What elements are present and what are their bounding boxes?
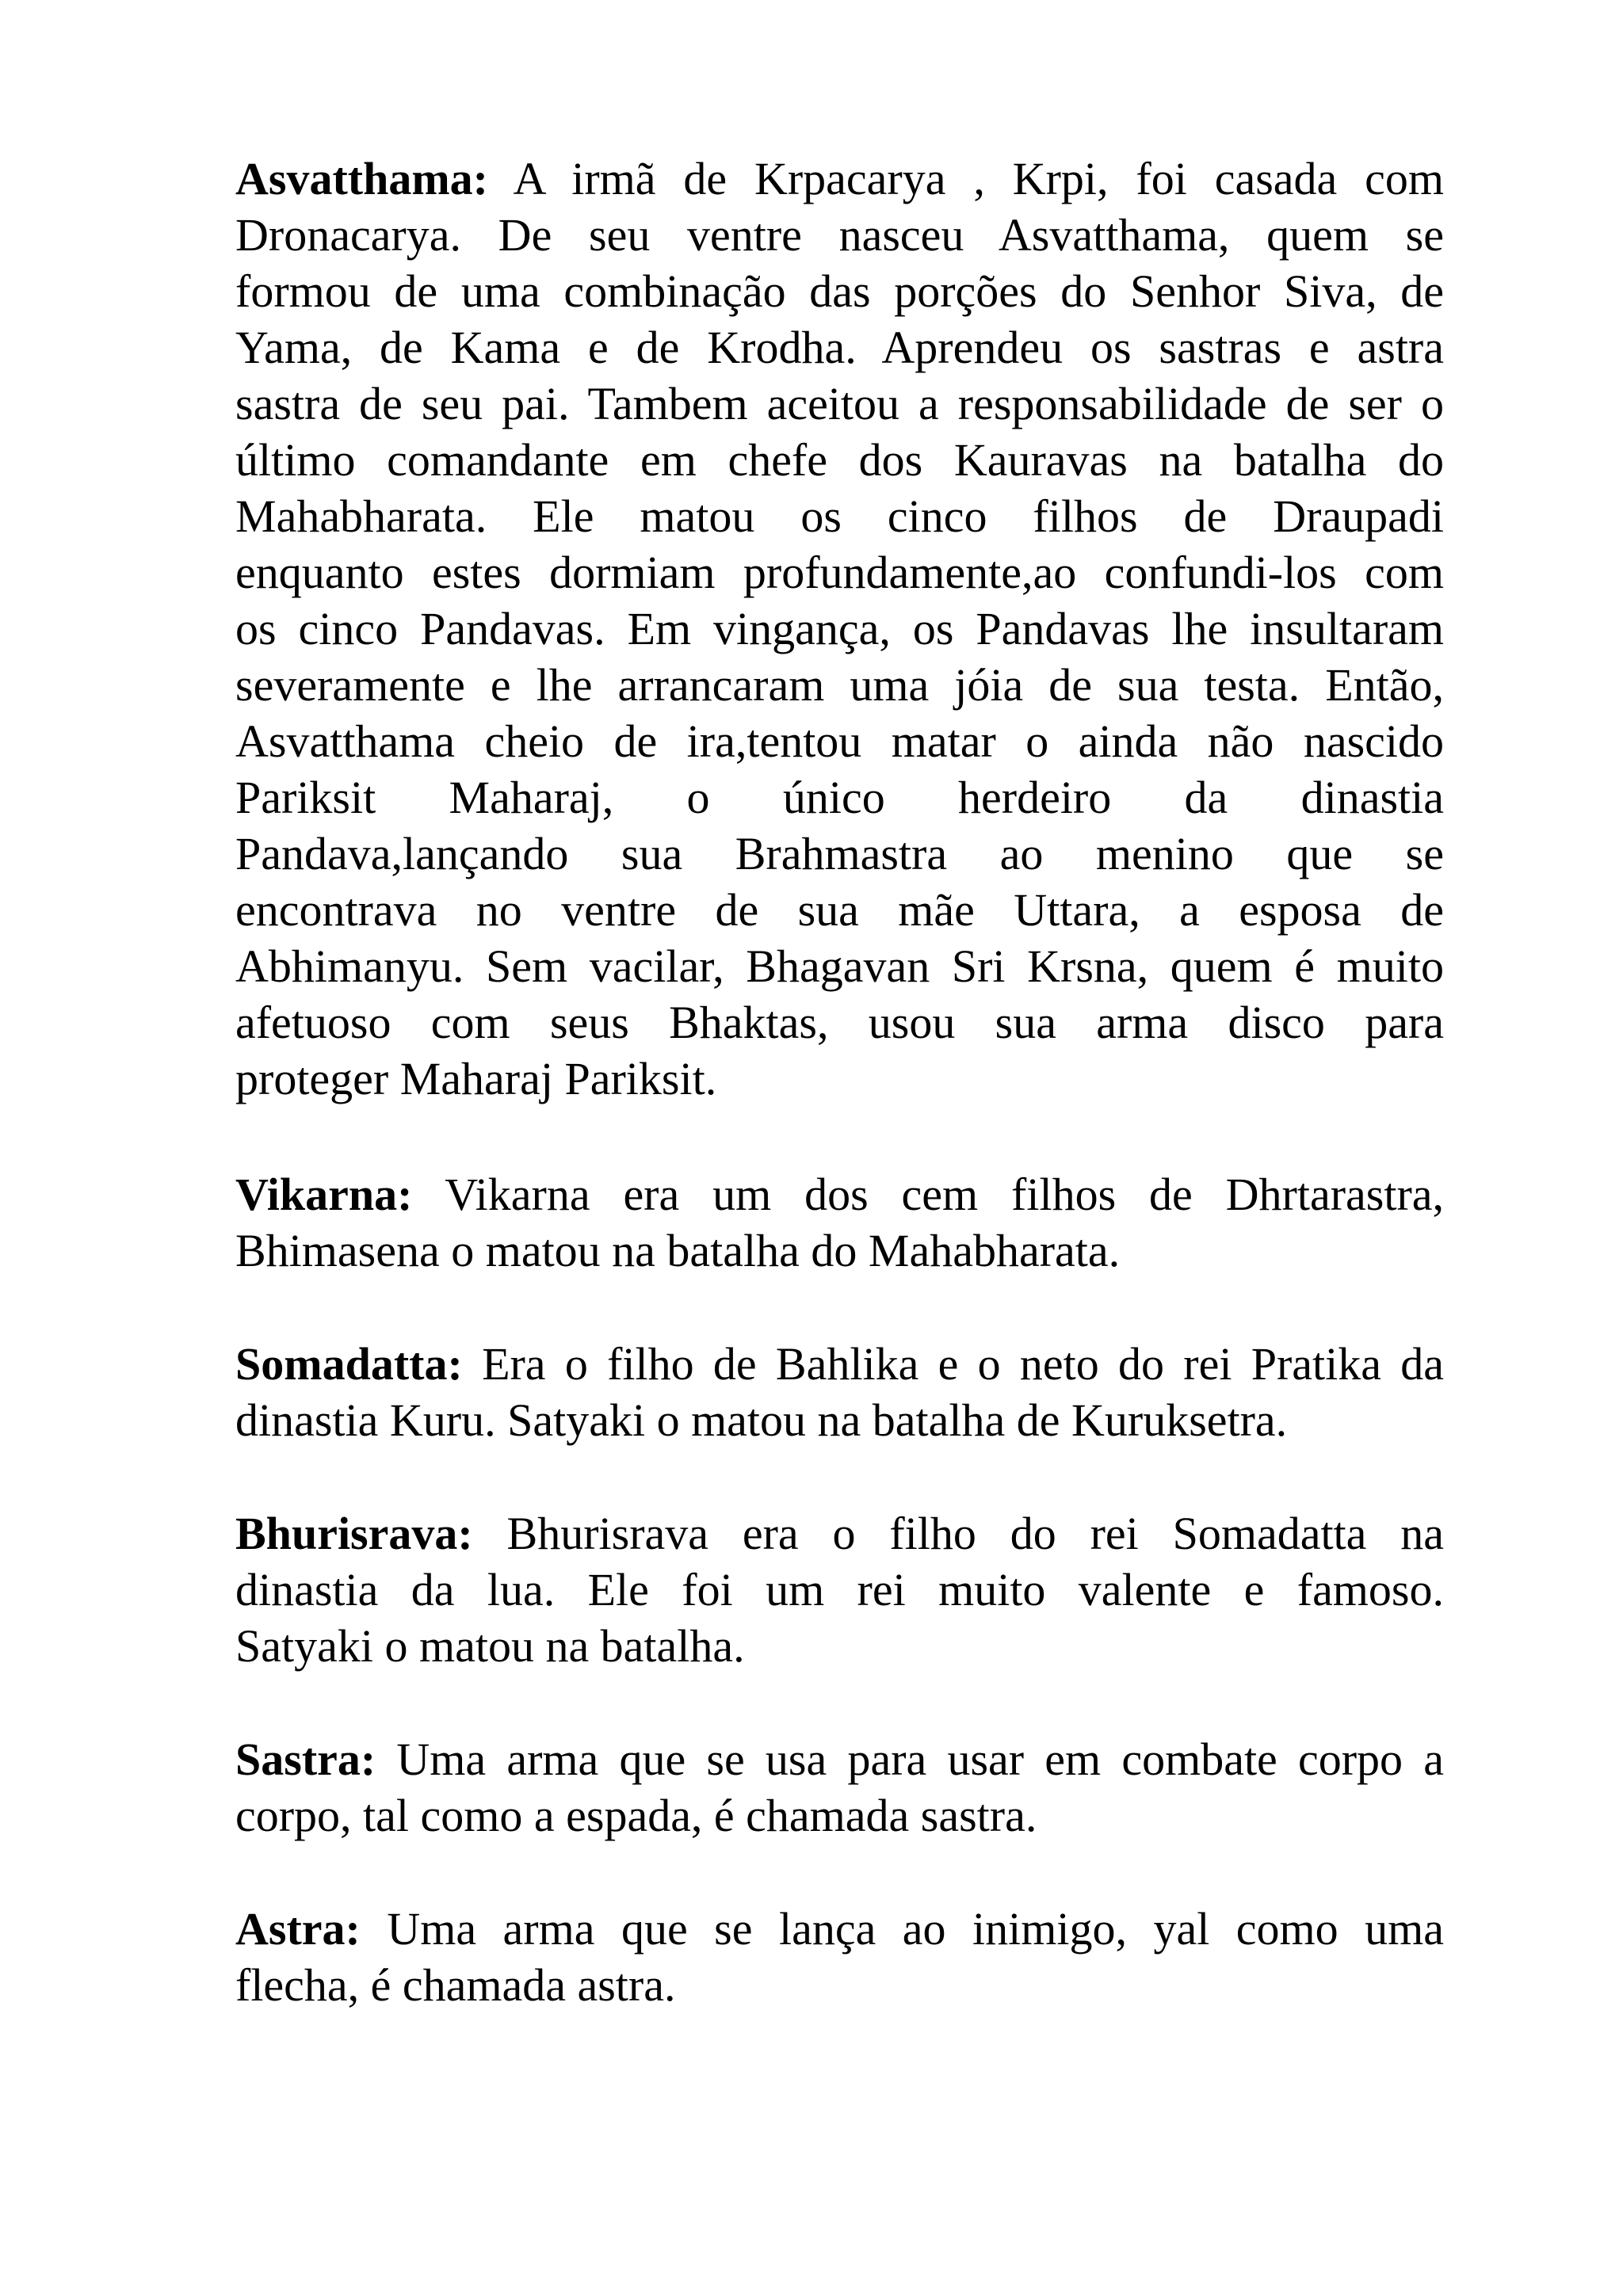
entry-line: último comandante em chefe dos Kauravas na batalha do [235,434,1444,486]
entry-line-text: Bhurisrava era o filho do rei Somadatta na [506,1508,1444,1559]
glossary-entry-sastra [235,1731,1444,1844]
entry-line: enquanto estes dormiam profundamente,ao confundi-los com [235,547,1444,598]
glossary-entry-astra [235,1901,1444,2013]
entry-line: dinastia da lua. Ele foi um rei muito valente e famoso. [235,1564,1444,1615]
entry-first-line [235,1731,1444,1787]
entry-line-text: Uma arma que se usa para usar em combate corpo a [396,1733,1444,1785]
entry-last-line: proteger Maharaj Pariksit. [235,1053,717,1104]
entry-line-text: Uma arma que se lança ao inimigo, yal como uma [387,1903,1444,1955]
entry-line: Pariksit Maharaj, o único herdeiro da dinastia [235,772,1444,823]
entry-line-text: A irmã de Krpacarya , Krpi, foi casada com [513,153,1444,204]
entry-term: Vikarna: [235,1169,413,1220]
entry-line: Abhimanyu. Sem vacilar, Bhagavan Sri Krsna, quem é muito [235,940,1444,992]
entry-term: Somadatta: [235,1338,463,1390]
entry-last-line: corpo, tal como a espada, é chamada sastra. [235,1790,1037,1841]
entry-last-line: Satyaki o matou na batalha. [235,1620,745,1672]
entry-line-text: Era o filho de Bahlika e o neto do rei Pratika da [482,1338,1445,1390]
entry-term: Sastra: [235,1733,376,1785]
entry-term: Asvatthama: [235,153,488,204]
entry-term: Astra: [235,1903,361,1955]
glossary-entry-somadatta [235,1336,1444,1448]
entry-line: Mahabharata. Ele matou os cinco filhos de Draupadi [235,490,1444,542]
entry-line: Pandava,lançando sua Brahmastra ao menino que se [235,828,1444,879]
entry-last-line: flecha, é chamada astra. [235,1959,676,2011]
glossary-entry-bhurisrava [235,1505,1444,1674]
entry-last-line: dinastia Kuru. Satyaki o matou na batalha de Kuruksetra. [235,1394,1288,1446]
entry-line: severamente e lhe arrancaram uma jóia de sua testa. Então, [235,659,1444,711]
glossary-entry-vikarna [235,1166,1444,1279]
entry-first-line [235,1505,1444,1562]
entry-first-line [235,1901,1444,1957]
entry-line: os cinco Pandavas. Em vingança, os Pandavas lhe insultaram [235,603,1444,654]
entry-line: Asvatthama cheio de ira,tentou matar o ainda não nascido [235,715,1444,767]
entry-first-line [235,151,1444,207]
entry-line: encontrava no ventre de sua mãe Uttara, a esposa de [235,884,1444,936]
entry-line: Yama, de Kama e de Krodha. Aprendeu os sastras e astra [235,322,1444,373]
entry-first-line [235,1166,1444,1222]
entry-line: formou de uma combinação das porções do Senhor Siva, de [235,265,1444,317]
entry-line: Dronacarya. De seu ventre nasceu Asvatthama, quem se [235,209,1444,261]
entry-first-line [235,1336,1444,1392]
glossary-entry-asvatthama [235,151,1444,1107]
entry-last-line: Bhimasena o matou na batalha do Mahabharata. [235,1225,1121,1276]
entry-line: afetuoso com seus Bhaktas, usou sua arma disco para [235,997,1444,1048]
entry-term: Bhurisrava: [235,1508,473,1559]
entry-line: sastra de seu pai. Tambem aceitou a responsabilidade de ser o [235,378,1444,429]
entry-line-text: Vikarna era um dos cem filhos de Dhrtarastra, [445,1169,1444,1220]
